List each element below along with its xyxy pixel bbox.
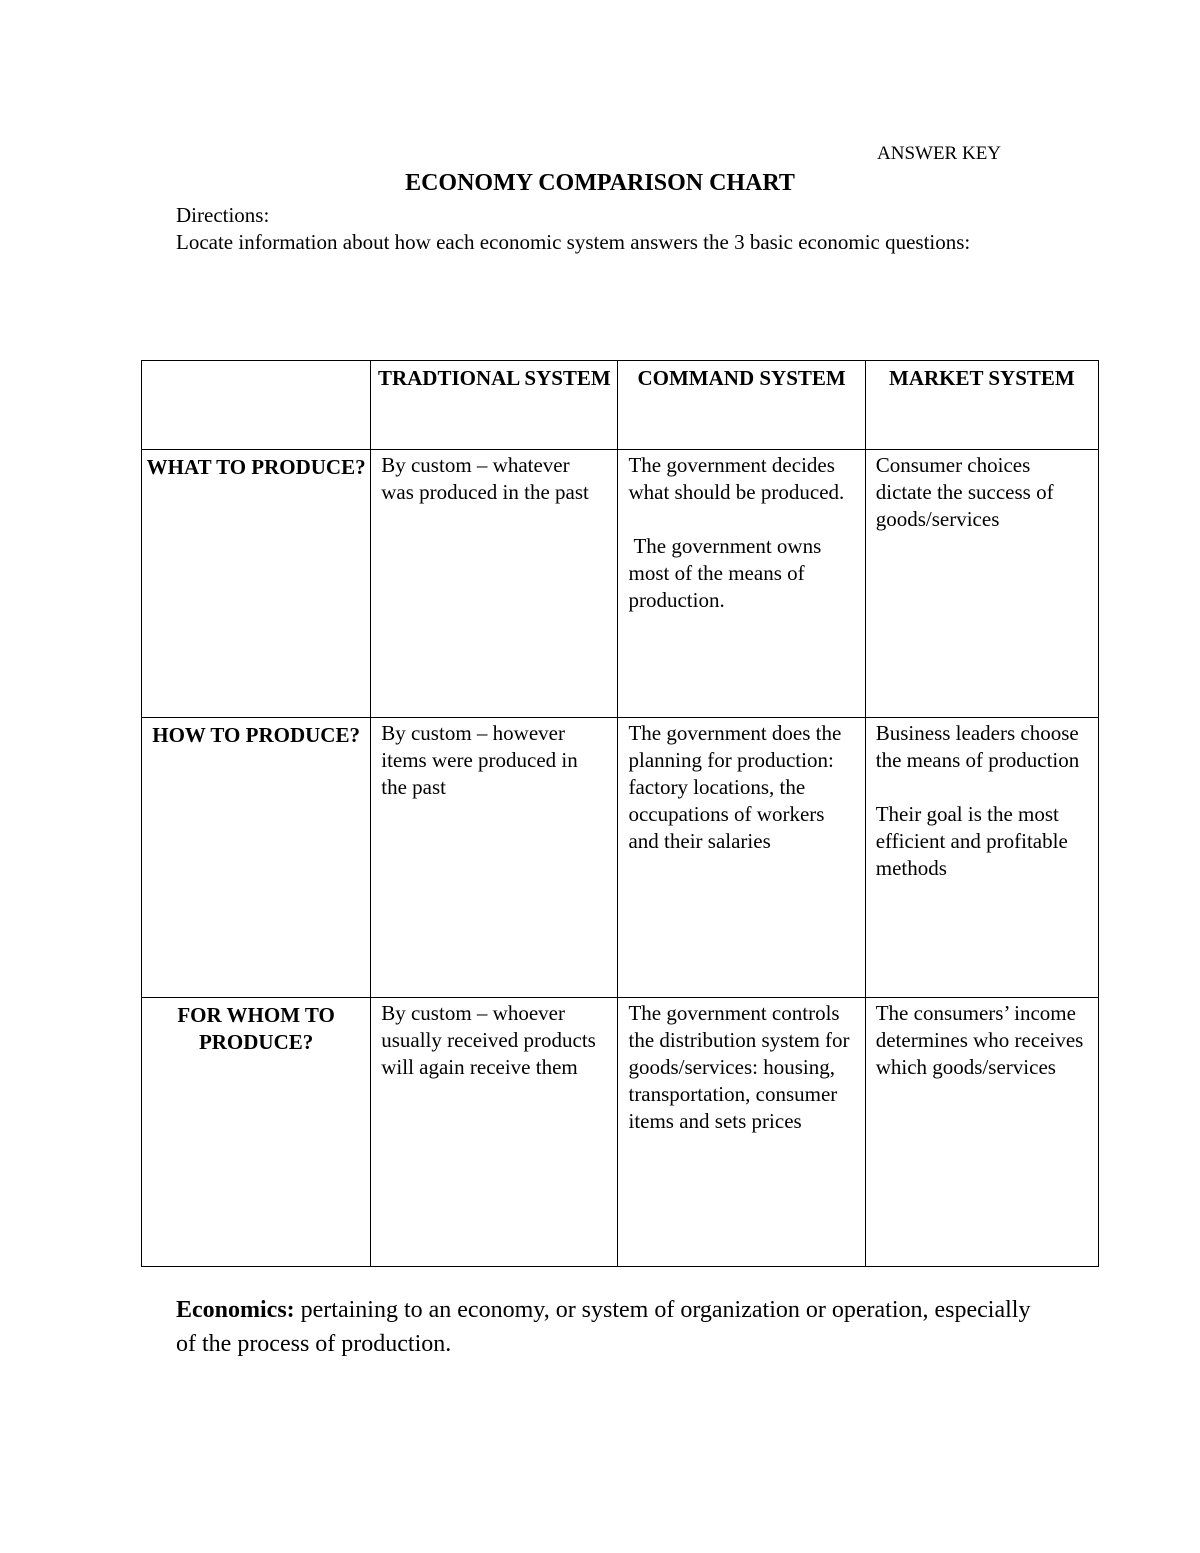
page-title: ECONOMY COMPARISON CHART (405, 170, 795, 196)
cell-market-what (865, 450, 1098, 718)
column-header-traditional: TRADTIONAL SYSTEM (371, 361, 618, 450)
definition-text: pertaining to an economy, or system of organization or operation, especially of the process of production. (176, 1297, 1031, 1357)
definition-term: Economics: (176, 1297, 295, 1323)
cell-text: Business leaders choose the means of production (875, 721, 1080, 772)
cell-text: items and sets prices (628, 1109, 802, 1133)
table-header-row (142, 361, 1099, 450)
cell-text: By custom – whoever usually received products will again receive them (381, 1001, 596, 1079)
cell-traditional-how (371, 718, 618, 998)
cell-command-what (618, 450, 865, 718)
cell-command-how (618, 718, 865, 998)
row-label-what: WHAT TO PRODUCE? (142, 450, 371, 718)
cell-text: The consumers’ income determines who receives which goods/services (875, 1001, 1084, 1079)
table-row (142, 998, 1099, 1267)
cell-market-how (865, 718, 1098, 998)
cell-text: Their goal is the most efficient and profitable methods (875, 802, 1068, 880)
directions-text: Locate information about how each economic system answers the 3 basic economic questions: (176, 230, 971, 254)
economics-definition (176, 1293, 1036, 1361)
directions-label: Directions: (176, 203, 270, 227)
cell-traditional-for-whom (371, 998, 618, 1267)
cell-text: Consumer choices dictate the success of goods/services (875, 453, 1054, 531)
empty-corner-cell (142, 361, 371, 450)
cell-traditional-what (371, 450, 618, 718)
cell-text: The government does the planning for production: factory locations, the occupations of workers and their salaries (628, 721, 842, 853)
cell-command-for-whom (618, 998, 865, 1267)
cell-text: By custom – however items were produced in the past (381, 721, 578, 799)
cell-text: The government controls the distribution system for goods/services: housing, transportation, consumer (628, 1001, 850, 1106)
cell-text: By custom – whatever was produced in the past (381, 453, 589, 504)
answer-key-label: ANSWER KEY (877, 143, 1002, 164)
table-row (142, 450, 1099, 718)
comparison-table (141, 360, 1099, 1267)
cell-market-for-whom (865, 998, 1098, 1267)
row-label-how: HOW TO PRODUCE? (142, 718, 371, 998)
row-label-for-whom: FOR WHOM TO PRODUCE? (142, 998, 371, 1267)
column-header-market: MARKET SYSTEM (865, 361, 1098, 450)
directions (176, 202, 996, 256)
table-row (142, 718, 1099, 998)
cell-text: The government owns most of the means of production. (628, 534, 822, 612)
cell-text: The government decides what should be produced. (628, 453, 845, 504)
column-header-command: COMMAND SYSTEM (618, 361, 865, 450)
